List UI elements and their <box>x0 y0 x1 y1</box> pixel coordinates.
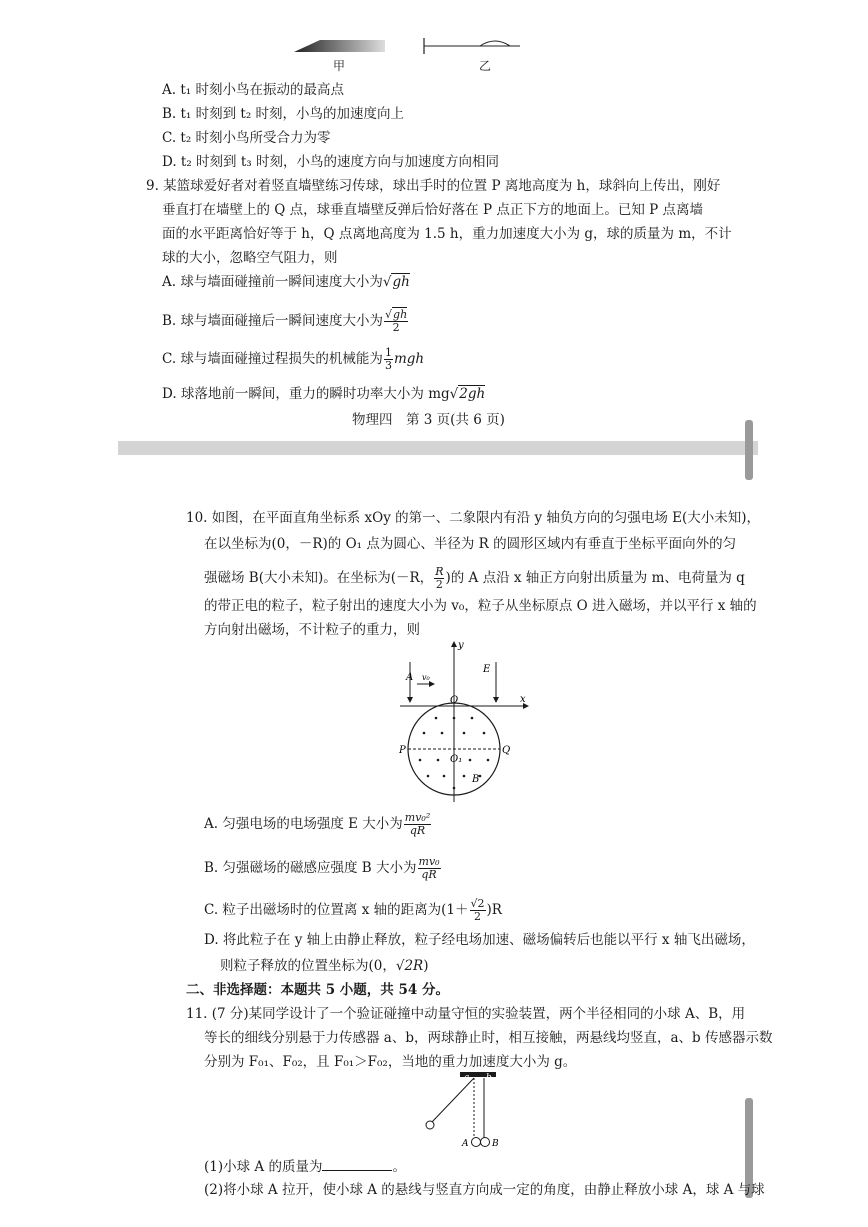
q10-coord-den: 2 <box>435 578 443 591</box>
q10-coord-right: ) <box>445 570 451 586</box>
q9-option-d-text: D. 球落地前一瞬间，重力的瞬时功率大小为 mg <box>162 386 450 402</box>
q10-option-d-line1: D. 将此粒子在 y 轴上由静止释放，粒子经电场加速、磁场偏转后也能以平行 x 轴飞出磁场， <box>204 932 755 948</box>
q10-stem-line3-a: 强磁场 B(大小未知)。在坐标为 <box>204 570 391 586</box>
q9-option-b-den: 2 <box>392 321 400 334</box>
q8-option-b: B. t₁ 时刻到 t₂ 时刻，小鸟的加速度向上 <box>162 106 405 122</box>
label-ball-b: B <box>492 1139 499 1149</box>
q10-option-a-den: qR <box>409 824 426 837</box>
q9-option-c-text: C. 球与墙面碰撞过程损失的机械能为 <box>162 351 383 367</box>
q10-option-d-expr: √2R <box>395 958 424 974</box>
label-x: x <box>520 694 526 705</box>
ball-b <box>481 1138 490 1147</box>
section-2-heading: 二、非选择题：本题共 5 小题，共 54 分。 <box>186 982 449 998</box>
q10-stem-line1: 10. 如图，在平面直角坐标系 xOy 的第一、二象限内有沿 y 轴负方向的匀强电场 E(大小未知)， <box>186 510 761 526</box>
ball-a-raised <box>426 1121 434 1129</box>
q8-option-a: A. t₁ 时刻小鸟在振动的最高点 <box>162 82 344 98</box>
q11-sub1-end: 。 <box>392 1159 406 1175</box>
q8-option-d: D. t₂ 时刻到 t₃ 时刻，小鸟的速度方向与加速度方向相同 <box>162 154 499 170</box>
label-o1: O₁ <box>450 754 463 765</box>
label-q: Q <box>502 745 511 756</box>
label-a: A <box>406 672 414 683</box>
label-b: B <box>472 774 480 785</box>
q9-stem-line4: 球的大小，忽略空气阻力，则 <box>162 250 338 266</box>
q9-stem-line1: 9. 某篮球爱好者对着竖直墙壁练习传球，球出手时的位置 P 离地高度为 h，球斜向上传出，刚好 <box>146 178 721 194</box>
q11-stem-line3: 分别为 F₀₁、F₀₂，且 F₀₁＞F₀₂，当地的重力加速度大小为 g。 <box>204 1054 577 1070</box>
q9-option-d-expr: 2gh <box>459 386 486 402</box>
q10-coord-num: R <box>435 565 444 578</box>
q10-figure <box>392 636 542 806</box>
label-sensor-a: a <box>464 1073 470 1083</box>
q10-option-b <box>204 850 442 886</box>
q9-option-b-fraction: $\frac{√gh}{2}$ <box>385 308 408 334</box>
sqrt-symbol: √ <box>449 386 459 402</box>
q11-stem-line2: 等长的细线分别悬于力传感器 a、b，两球静止时，相互接触，两悬线均竖直，a、b 传感器示数 <box>204 1030 773 1046</box>
q9-option-a <box>162 272 410 292</box>
figure-label-yi: 乙 <box>479 59 492 73</box>
q10-option-c-fraction <box>470 898 486 923</box>
page-footer: 物理四 第 3 页(共 6 页) <box>352 412 505 428</box>
q11-pendulum-diagram <box>420 1070 510 1150</box>
label-p: P <box>399 745 406 756</box>
q10-option-b-text: B. 匀强磁场的磁感应强度 B 大小为 <box>204 860 417 876</box>
figure-jia <box>290 38 390 56</box>
q11-sub1-text: (1)小球 A 的质量为 <box>204 1159 323 1175</box>
q10-field-diagram <box>392 636 542 806</box>
q10-stem-line4: 的带正电的粒子，粒子射出的速度大小为 v₀，粒子从坐标原点 O 进入磁场，并以平行 x 轴的 <box>204 598 757 614</box>
q9-option-b-num: gh <box>393 308 408 321</box>
q10-option-a-fraction <box>404 812 431 837</box>
q10-stem-line5: 方向射出磁场，不计粒子的重力，则 <box>204 622 420 638</box>
q9-option-d <box>162 384 485 404</box>
q10-option-d-tail: ) <box>423 958 429 974</box>
q10-option-d-text: 则粒子释放的位置坐标为(0， <box>220 958 396 974</box>
q9-option-a-expr: gh <box>392 274 410 290</box>
q8-option-c: C. t₂ 时刻小鸟所受合力为零 <box>162 130 331 146</box>
q9-stem-line3: 面的水平距离恰好等于 h，Q 点离地高度为 1.5 h，重力加速度大小为 g，球的质量为 m，不计 <box>162 226 732 242</box>
q11-sub1 <box>204 1156 406 1177</box>
figure-label-jia: 甲 <box>333 59 346 73</box>
q9-option-c-fraction <box>384 347 393 372</box>
label-v0: v₀ <box>422 673 430 682</box>
q10-option-c-close: )R <box>486 902 502 918</box>
q9-option-c-den: 3 <box>384 359 392 372</box>
figure-yi-drawing <box>420 38 530 56</box>
page-separator <box>118 441 758 455</box>
q11-sub2-partial: (2)将小球 A 拉开，使小球 A 的悬线与竖直方向成一定的角度，由静止释放小球 A，球 A 与球 <box>204 1182 765 1198</box>
label-y: y <box>458 640 464 651</box>
q10-coord-fraction <box>434 566 444 591</box>
scrollbar-thumb-upper[interactable] <box>745 420 753 480</box>
q10-option-b-num: mv₀ <box>418 855 440 868</box>
q9-option-c-tail: mgh <box>393 351 425 367</box>
q10-option-a <box>204 806 432 842</box>
q10-option-c-open: (1＋ <box>441 902 469 918</box>
q11-sub1-answer-blank[interactable] <box>322 1156 392 1171</box>
q10-option-a-num: mv₀² <box>404 811 431 824</box>
label-ball-a: A <box>462 1139 469 1149</box>
label-e: E <box>483 664 491 675</box>
q10-option-c-text: C. 粒子出磁场时的位置离 x 轴的距离为 <box>204 902 442 918</box>
q10-option-a-text: A. 匀强电场的电场强度 E 大小为 <box>204 816 403 832</box>
q10-option-d-line2 <box>220 956 429 976</box>
label-origin: O <box>450 695 459 706</box>
figure-yi <box>420 38 530 56</box>
q9-option-a-text: A. 球与墙面碰撞前一瞬间速度大小为 <box>162 274 383 290</box>
q10-option-b-den: qR <box>421 868 437 881</box>
label-sensor-b: b <box>486 1073 492 1083</box>
q9-option-b-text: B. 球与墙面碰撞后一瞬间速度大小为 <box>162 313 384 329</box>
q11-stem-line1: 11. (7 分)某同学设计了一个验证碰撞中动量守恒的实验装置，两个半径相同的小球 A、B，用 <box>186 1006 746 1022</box>
q10-coord-left: (－R， <box>390 570 434 586</box>
q10-stem-line2: 在以坐标为(0，－R)的 O₁ 点为圆心、半径为 R 的圆形区域内有垂直于坐标平面向外的匀 <box>204 536 737 552</box>
q9-stem-line2: 垂直打在墙壁上的 Q 点，球垂直墙壁反弹后恰好落在 P 点正下方的地面上。已知 P 点离墙 <box>162 202 703 218</box>
q10-option-c-den: 2 <box>474 910 481 923</box>
q10-stem-line3-b: 的 A 点沿 x 轴正方向射出质量为 m、电荷量为 q <box>450 570 745 586</box>
q9-option-b <box>162 304 409 338</box>
q10-option-b-fraction <box>418 856 441 881</box>
q10-option-c <box>204 892 502 928</box>
figure-jia-drawing <box>290 38 390 56</box>
q11-figure <box>420 1070 510 1150</box>
q9-option-c-num: 1 <box>384 346 392 359</box>
ball-a <box>472 1138 481 1147</box>
q10-option-c-num: √2 <box>470 897 485 910</box>
string-a-raised <box>432 1078 474 1122</box>
sqrt-symbol: √ <box>382 274 392 290</box>
q10-stem-line3 <box>204 560 745 596</box>
q9-option-c <box>162 342 424 376</box>
